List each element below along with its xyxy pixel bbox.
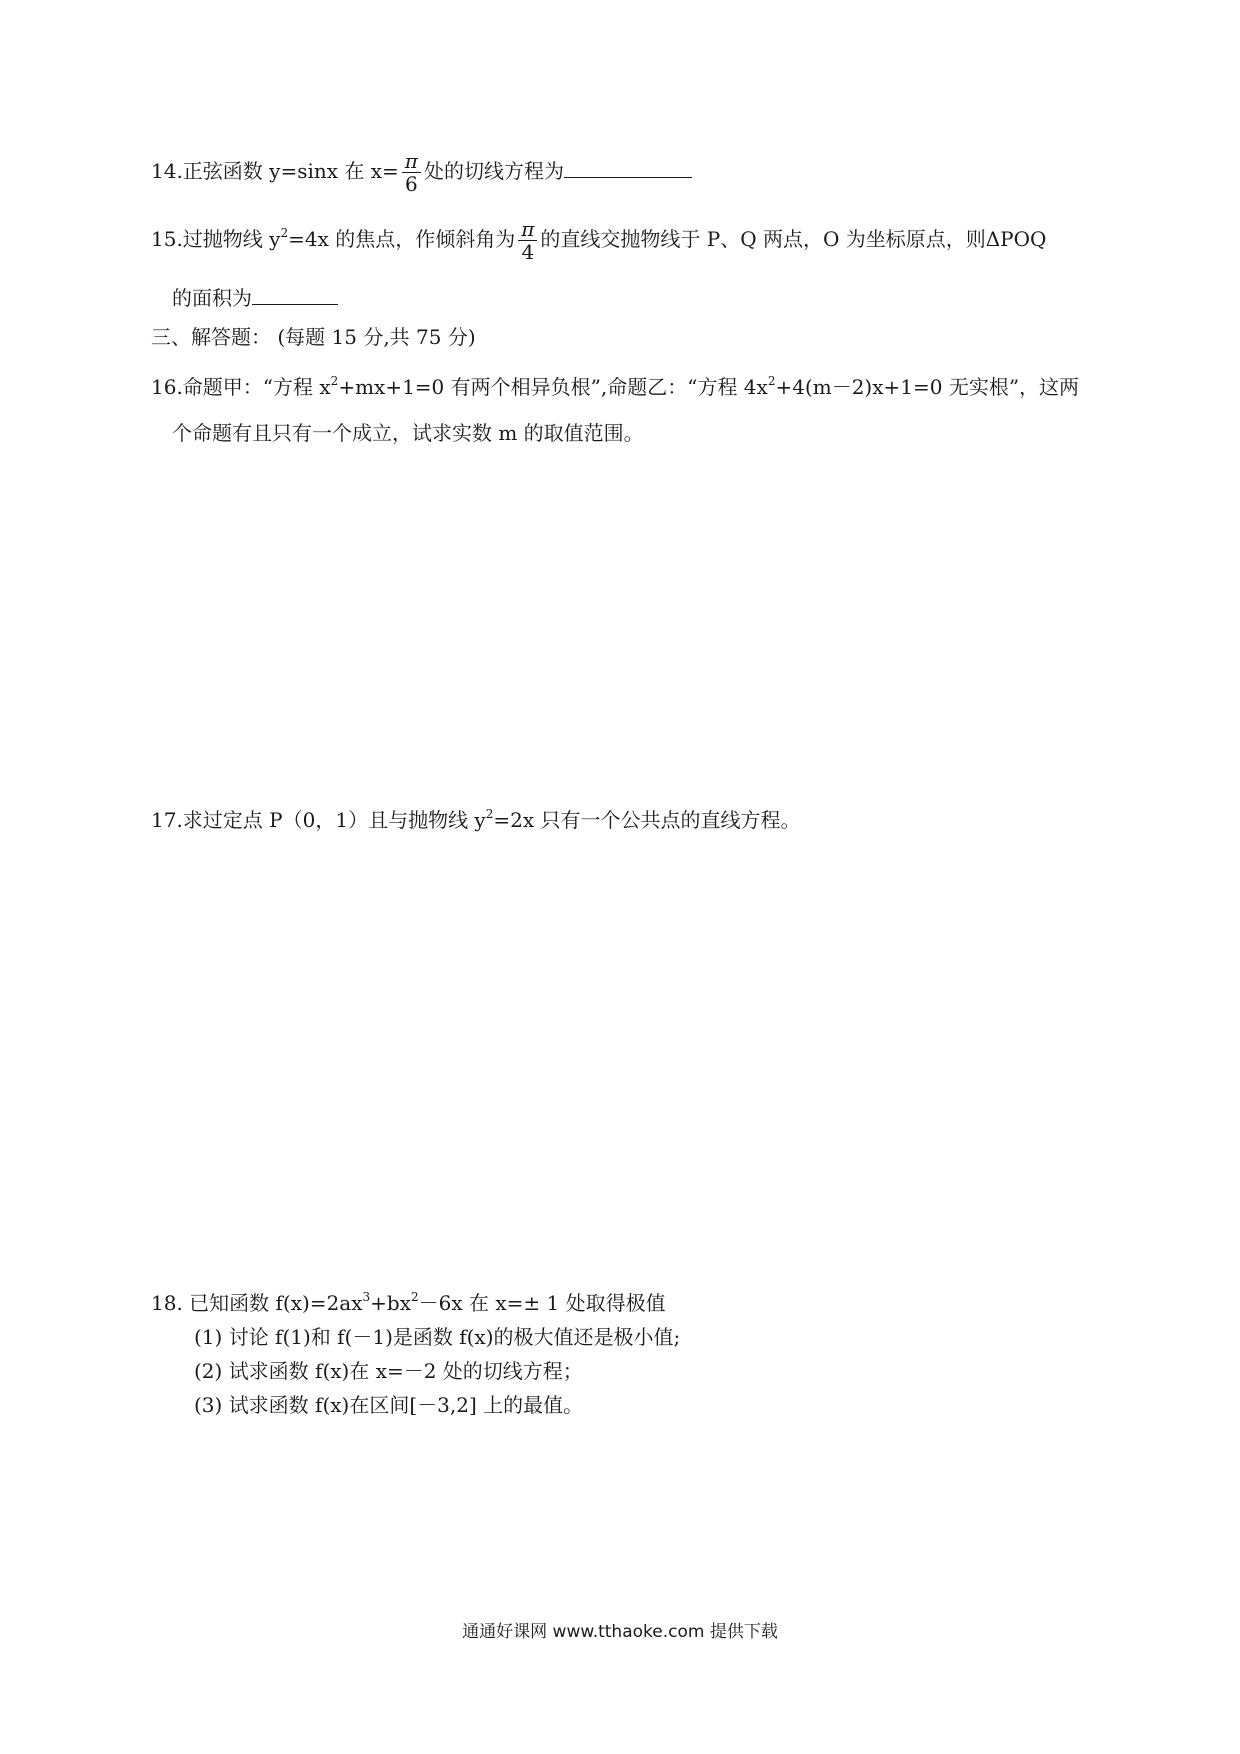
q18-part-c: －6x 在 x=± 1 处取得极值 bbox=[418, 1291, 666, 1315]
q15-frac-num: π bbox=[518, 218, 537, 241]
q18-part-a: 18. 已知函数 f(x)=2ax bbox=[151, 1291, 363, 1315]
q18-item-3: (3) 试求函数 f(x)在区间[－3,2] 上的最值。 bbox=[194, 1393, 584, 1417]
q16-part-a: 16.命题甲：“方程 x bbox=[151, 375, 331, 399]
section-heading: 三、解答题： (每题 15 分,共 75 分) bbox=[151, 325, 476, 349]
q17-exponent: 2 bbox=[485, 807, 494, 822]
question-17 bbox=[151, 805, 801, 835]
question-16-line2: 个命题有且只有一个成立，试求实数 m 的取值范围。 bbox=[172, 421, 644, 445]
q15-suffix: 的直线交抛物线于 P、Q 两点，O 为坐标原点，则ΔPOQ bbox=[540, 227, 1047, 251]
question-15-line2 bbox=[172, 282, 338, 313]
q15-exponent: 2 bbox=[280, 226, 289, 241]
q17-part-a: 17.求过定点 P（0，1）且与抛物线 y bbox=[151, 808, 486, 832]
q18-exponent-1: 3 bbox=[362, 1290, 371, 1305]
q14-frac-den: 6 bbox=[405, 172, 418, 196]
q14-frac-num: π bbox=[402, 150, 421, 173]
q15-fraction bbox=[518, 218, 537, 263]
question-14 bbox=[151, 150, 692, 195]
question-15 bbox=[151, 218, 1046, 263]
q15-line2: 的面积为 bbox=[172, 286, 252, 310]
q16-exponent-1: 2 bbox=[330, 374, 339, 389]
q15-mid: =4x 的焦点，作倾斜角为 bbox=[288, 227, 516, 251]
q14-fraction bbox=[402, 150, 421, 195]
q15-prefix: 15.过抛物线 y bbox=[151, 227, 281, 251]
page-footer: 通通好课网 www.tthaoke.com 提供下载 bbox=[462, 1622, 778, 1642]
q14-suffix: 处的切线方程为 bbox=[423, 159, 564, 183]
q17-part-b: =2x 只有一个公共点的直线方程。 bbox=[493, 808, 801, 832]
q18-item-1: (1) 讨论 f(1)和 f(－1)是函数 f(x)的极大值还是极小值; bbox=[194, 1325, 681, 1349]
q16-part-b: +mx+1=0 有两个相异负根”,命题乙：“方程 4x bbox=[338, 375, 768, 399]
q14-prefix: 14.正弦函数 y=sinx 在 x= bbox=[151, 159, 399, 183]
q15-frac-den: 4 bbox=[521, 240, 535, 264]
q14-answer-blank bbox=[564, 155, 692, 178]
q18-exponent-2: 2 bbox=[410, 1290, 419, 1305]
question-16 bbox=[151, 372, 1079, 402]
q18-item-2: (2) 试求函数 f(x)在 x=－2 处的切线方程； bbox=[194, 1359, 583, 1383]
q16-part-c: +4(m－2)x+1=0 无实根”，这两 bbox=[775, 375, 1080, 399]
q18-part-b: +bx bbox=[370, 1291, 411, 1315]
q15-answer-blank bbox=[252, 282, 338, 305]
question-18 bbox=[151, 1288, 666, 1318]
q16-exponent-2: 2 bbox=[767, 374, 776, 389]
